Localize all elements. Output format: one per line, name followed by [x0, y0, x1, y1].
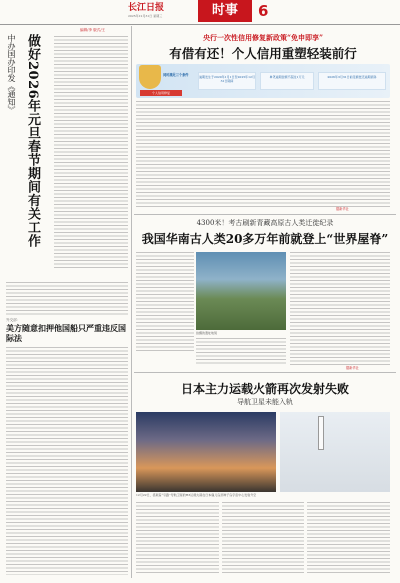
- photo-caption: 拍摄的遗址地貌: [196, 331, 218, 335]
- infographic-card: 单笔逾期金额不超过1万元: [260, 72, 314, 90]
- section-title: 时事: [198, 0, 252, 22]
- article-body-text: [136, 502, 390, 574]
- masthead-logo: 长江日报: [128, 3, 165, 13]
- article-body-text: [290, 252, 390, 366]
- infographic-label: 同时满足三个条件: [163, 73, 189, 77]
- infographic-card: 2026年3月31日前足额偿还逾期债务: [318, 72, 386, 90]
- story-headline: 有借有还！个人信用重塑轻装前行: [169, 46, 357, 61]
- rocket-launch-photo: [136, 412, 276, 492]
- article-body-text: [136, 252, 194, 352]
- column-divider: [131, 26, 132, 578]
- story-headline: 美方随意扣押他国船只严重违反国际法: [6, 323, 126, 343]
- rocket-launch-photo: [280, 412, 390, 492]
- header-divider: [0, 24, 400, 25]
- plateau-photo: [196, 252, 286, 330]
- masthead-date: 2025年12月31日 星期三: [128, 14, 163, 18]
- shield-icon: [139, 65, 161, 89]
- story-kicker: 外交部：: [6, 318, 21, 322]
- article-body-text: [6, 282, 128, 316]
- article-body-text: [6, 347, 128, 575]
- article-body-text: [136, 101, 390, 207]
- section-divider: [134, 372, 396, 373]
- story-subheadline: 央行一次性信用修复新政策“免申即享”: [202, 33, 324, 42]
- column-gap: [304, 502, 307, 574]
- story-subheadline: 导航卫星未能入轨: [237, 398, 293, 406]
- photo-caption: 12月22日，搭载着“引路”导航卫星的H3运载火箭在日本鹿儿岛县种子岛宇宙中心发射升空: [136, 493, 257, 497]
- infographic-card: 逾期发生于2020年1月1日至2025年12月31日期间: [198, 72, 256, 90]
- source-credit: 据新华社: [346, 366, 359, 370]
- article-body-text: [196, 338, 286, 366]
- article-body-text: [54, 36, 128, 268]
- page-number: 6: [258, 2, 269, 20]
- story-headline: 日本主力运载火箭再次发射失败: [180, 382, 349, 396]
- main-subheadline: 中办国办印发《通知》: [7, 34, 16, 114]
- source-credit: 据新华社: [336, 207, 349, 211]
- story-subheadline: 4300米！考古刷新青藏高原古人类迁徙纪录: [196, 219, 334, 227]
- section-divider: [134, 214, 396, 215]
- story-headline: 我国华南古人类20多万年前就登上“世界屋脊”: [141, 232, 389, 246]
- infographic-ribbon: 个人信用修复: [140, 90, 182, 96]
- column-gap: [219, 502, 222, 574]
- byline: 编辑/李 版式/王: [80, 28, 106, 32]
- main-headline: 做好2026年元旦春节期间有关工作: [25, 34, 40, 248]
- rocket-icon: [318, 416, 324, 450]
